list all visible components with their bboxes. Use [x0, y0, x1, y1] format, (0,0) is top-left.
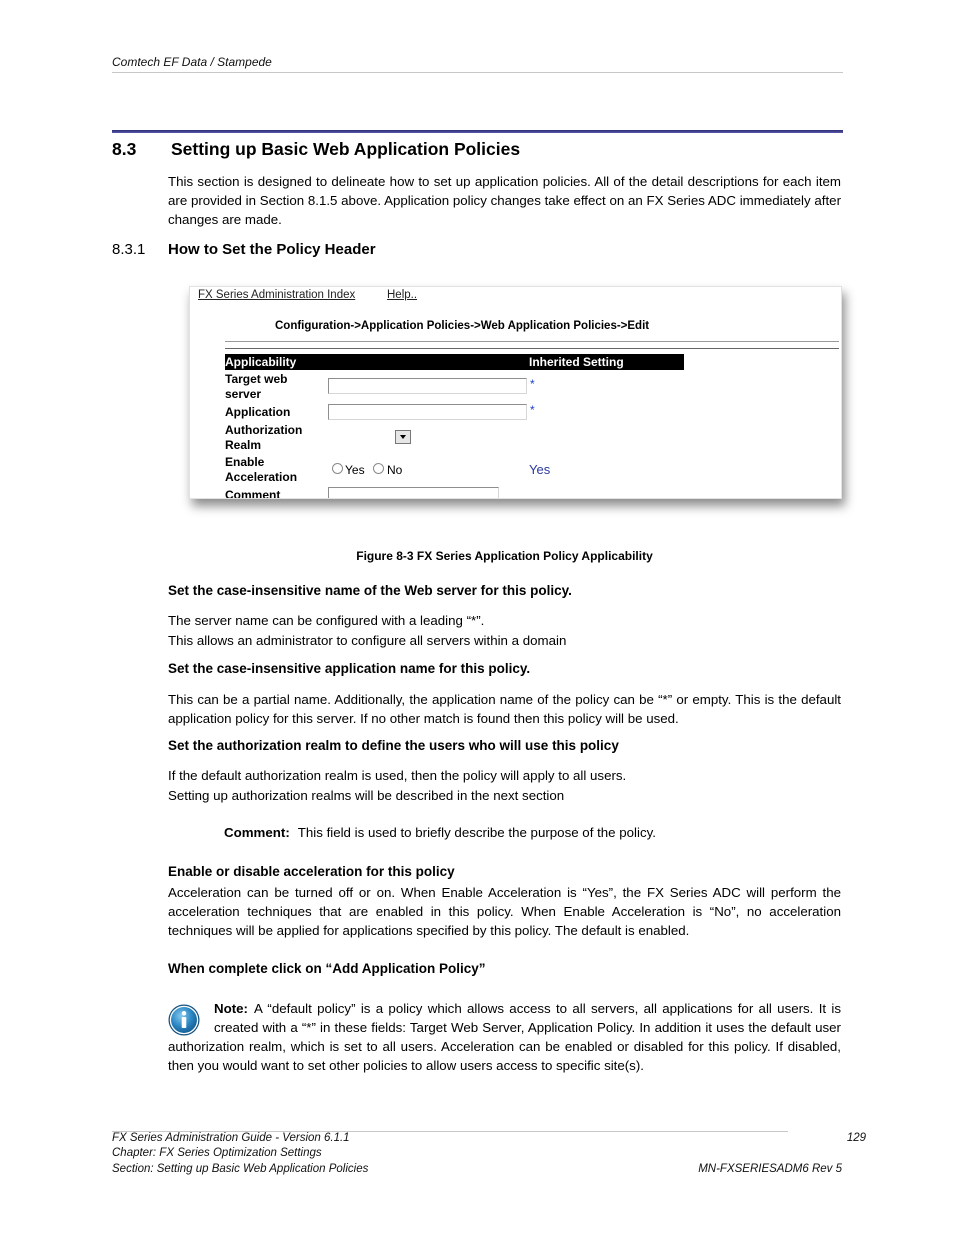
column-header-applicability: Applicability — [225, 355, 297, 369]
footer-chapter: Chapter: FX Series Optimization Settings — [112, 1147, 322, 1159]
section-rule — [112, 130, 843, 133]
help-link[interactable]: Help.. — [387, 289, 418, 301]
complete-heading: When complete click on “Add Application Policy” — [168, 961, 486, 976]
divider — [225, 341, 839, 342]
acceleration-heading: Enable or disable acceleration for this policy — [168, 864, 455, 879]
target-web-server-label: Target web server — [225, 372, 288, 401]
comment-label: Comment — [225, 487, 281, 499]
web-server-heading: Set the case-insensitive name of the Web server for this policy. — [168, 583, 572, 598]
table-header-bar — [225, 354, 684, 370]
realm-line: Setting up authorization realms will be described in the next section — [168, 787, 565, 803]
section-intro: This section is designed to delineate how to set up application policies. All of the detail descriptions for each item are provided in Section 8.1.5 above. Application policy changes take effect on an FX Series ADC immediately after changes are made. — [168, 173, 841, 227]
subsection-number: 8.3.1 — [112, 241, 146, 258]
application-body: This can be a partial name. Additionally, the application name of the policy can be “*” or empty. This is the default application policy for this server. If no other match is found then this policy will be used. — [168, 691, 841, 726]
comment-term: Comment: — [224, 824, 290, 840]
required-marker: * — [530, 377, 535, 391]
enable-acceleration-label: Enable Acceleration — [225, 454, 298, 484]
footer-doc-id: MN-FXSERIESADM6 Rev 5 — [698, 1163, 842, 1175]
realm-line: If the default authorization realm is used, then the policy will apply to all users. — [168, 767, 627, 783]
section-number: 8.3 — [112, 139, 137, 159]
footer-section: Section: Setting up Basic Web Application Policies — [112, 1163, 369, 1175]
note-text: A “default policy” is a policy which allows access to all servers, all applications for all users. It is created with a “*” in these fields: Target Web Server, Application Policy. In addition it uses the default user authorization realm, which is set to all users. Acceleration can be enabled or disabled for this policy. If disabled, then you would want to set other policies to allow users access to specific site(s). — [168, 1000, 841, 1074]
inherited-acceleration-value: Yes — [529, 462, 551, 477]
chevron-down-icon — [400, 435, 406, 439]
note-label: Note: — [214, 1000, 248, 1016]
note-block — [168, 999, 841, 1076]
header-rule — [112, 72, 843, 73]
web-server-line: This allows an administrator to configure all servers within a domain — [168, 632, 567, 648]
required-marker: * — [530, 403, 535, 417]
page-number: 129 — [846, 1132, 866, 1144]
realm-heading: Set the authorization realm to define the users who will use this policy — [168, 738, 619, 753]
info-icon — [168, 999, 214, 1037]
subsection-title: How to Set the Policy Header — [168, 241, 376, 258]
comment-description — [224, 823, 656, 842]
policy-editor-screenshot — [189, 286, 842, 499]
acceleration-body: Acceleration can be turned off or on. When Enable Acceleration is “Yes”, the FX Series ADC will perform the acceleration techniques that are enabled in this policy. When Enable Acceleration is “No”, no acceleration techniques will be applied for applications specified by this policy. The default is enabled. — [168, 884, 841, 938]
admin-index-link[interactable]: FX Series Administration Index — [198, 289, 356, 301]
figure-caption: Figure 8-3 FX Series Application Policy Applicability — [356, 549, 653, 563]
application-label: Application — [225, 404, 291, 419]
column-header-inherited: Inherited Setting — [529, 355, 624, 369]
section-title: Setting up Basic Web Application Policies — [171, 139, 521, 159]
acceleration-no-radio[interactable] — [373, 463, 384, 474]
comment-text: This field is used to briefly describe the purpose of the policy. — [297, 824, 656, 840]
divider — [225, 348, 839, 349]
web-server-line: The server name can be configured with a leading “*”. — [168, 612, 485, 628]
acceleration-yes-radio[interactable] — [332, 463, 343, 474]
application-heading: Set the case-insensitive application name for this policy. — [168, 661, 531, 676]
authorization-realm-label: Authorization Realm — [225, 422, 303, 452]
acceleration-yes-label[interactable]: Yes — [345, 463, 365, 477]
target-web-server-input[interactable] — [328, 378, 527, 394]
application-input[interactable] — [328, 404, 527, 420]
breadcrumb: Configuration->Application Policies->Web Application Policies->Edit — [275, 320, 650, 332]
authorization-realm-select[interactable] — [395, 430, 411, 444]
footer-guide-title: FX Series Administration Guide - Version 6.1.1 — [112, 1132, 350, 1144]
running-header: Comtech EF Data / Stampede — [112, 55, 272, 69]
acceleration-no-label[interactable]: No — [387, 463, 403, 477]
comment-input[interactable] — [328, 487, 499, 499]
